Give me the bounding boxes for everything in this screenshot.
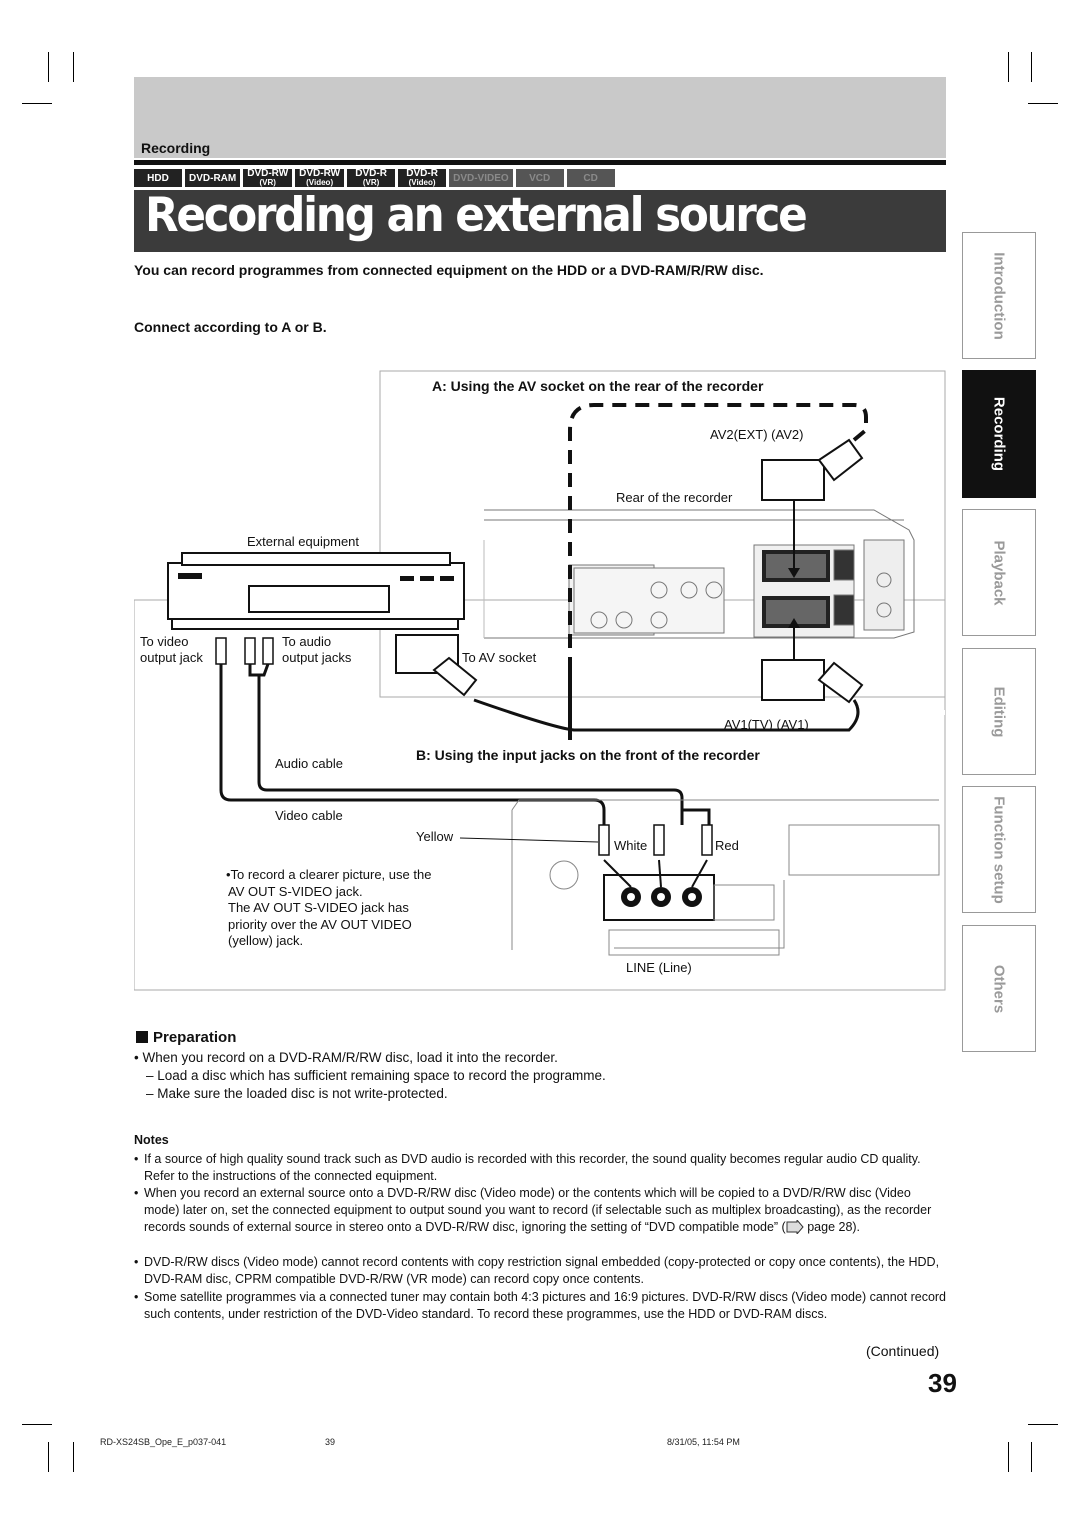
recorder-rear-panel [484, 510, 914, 638]
side-tab-function-setup[interactable]: Function setup [962, 786, 1036, 913]
footer-page: 39 [325, 1437, 336, 1447]
label-audio-cable: Audio cable [275, 756, 343, 771]
media-badge [516, 169, 564, 187]
continued-label: (Continued) [866, 1343, 940, 1359]
recorder-front-panel [512, 800, 939, 955]
crop-mark [1008, 52, 1009, 82]
note-item: • If a source of high quality sound track such as DVD audio is recorded with this recorder, the sound quality becomes regular audio CD quality. Refer to the instructions of the connected equipment. [134, 1152, 921, 1184]
label-to-audio: To audio [282, 634, 332, 649]
external-scart-plug [396, 635, 476, 695]
crop-mark [73, 52, 74, 82]
media-badge-label: DVD-RW [299, 168, 341, 179]
preparation-subitem: – Make sure the loaded disc is not write-protected. [146, 1086, 448, 1101]
diagram-title-a: A: Using the AV socket on the rear of the recorder [432, 378, 764, 394]
crop-mark [1031, 1442, 1032, 1472]
media-badge [567, 169, 615, 187]
media-badge [134, 169, 182, 187]
crop-mark [1028, 1424, 1058, 1425]
page-reference-icon [786, 1220, 804, 1234]
media-badge [347, 169, 395, 187]
note-item: • Some satellite programmes via a connected tuner may contain both 4:3 pictures and 16:9 pictures. DVD-R/RW discs (Video mode) cannot record such contents, under restriction of the DVD-Video standard. To record these programmes, use the HDD or DVD-RAM discs. [134, 1290, 947, 1322]
header-rule [134, 160, 946, 165]
media-badge-label: HDD [147, 172, 169, 184]
media-badge-sublabel: (Video) [306, 178, 334, 187]
side-tab-introduction[interactable]: Introduction [962, 232, 1036, 359]
crop-mark [73, 1442, 74, 1472]
svideo-tip: •To record a clearer picture, use the AV OUT S-VIDEO jack. The AV OUT S-VIDEO jack has priority over the AV OUT VIDEO (yellow) jack. [226, 867, 432, 948]
label-red: Red [715, 838, 739, 853]
label-to-video: To video [140, 634, 189, 649]
label-rear: Rear of the recorder [616, 490, 733, 505]
label-line: LINE (Line) [626, 960, 692, 975]
crop-mark [1031, 52, 1032, 82]
crop-mark [48, 1442, 49, 1472]
label-av2: AV2(EXT) (AV2) [710, 427, 804, 442]
media-badge-label: DVD-RAM [189, 172, 237, 184]
header-band [134, 77, 946, 158]
page-title: Recording an external source [145, 188, 806, 243]
diagram-title-b: B: Using the input jacks on the front of the recorder [416, 747, 760, 763]
crop-mark [1028, 103, 1058, 104]
section-label: Recording [141, 140, 211, 156]
connection-diagram [134, 370, 946, 992]
media-badge [398, 169, 446, 187]
crop-mark [22, 103, 52, 104]
media-badge-sublabel: (Video) [408, 178, 436, 187]
note-item: • DVD-R/RW discs (Video mode) cannot record contents with copy restriction signal embedded (copy-protected or copy once contents), the HDD, DVD-RAM disc, CPRM compatible DVD-R/RW (VR mode) can record copy once contents. [134, 1255, 940, 1287]
label-external-equipment: External equipment [247, 534, 360, 549]
media-badge-label: DVD-RW [247, 168, 289, 179]
external-equipment-device [168, 553, 464, 629]
media-badge-label: DVD-VIDEO [453, 172, 509, 184]
label-to-av-socket: To AV socket [462, 650, 537, 665]
footer-timestamp: 8/31/05, 11:54 PM [667, 1437, 740, 1447]
media-badge [185, 169, 240, 187]
label-av1: AV1(TV) (AV1) [724, 717, 809, 732]
label-output-jack: output jack [140, 650, 203, 665]
media-badge-label: VCD [529, 172, 551, 184]
crop-mark [22, 1424, 52, 1425]
media-badge-label: CD [583, 172, 598, 184]
media-badge-sublabel: (VR) [362, 178, 380, 187]
side-tab-playback[interactable]: Playback [962, 509, 1036, 636]
label-yellow: Yellow [416, 829, 454, 844]
note-item: • When you record an external source onto a DVD-R/RW disc (Video mode) or the contents which will be copied to a DVD/R/RW disc (Video mode) later on, set the connected equipment to output sound you want to record (if selectable such as multiplex broadcasting), as the recorder records sounds of external source in stereo onto a DVD-R/RW disc, ignoring the setting of “DVD compatible mode” ( page 28). [134, 1186, 932, 1235]
crop-mark [48, 52, 49, 82]
section-marker [136, 1031, 148, 1043]
preparation-item: • When you record on a DVD-RAM/R/RW disc, load it into the recorder. [134, 1050, 558, 1065]
notes-heading: Notes [134, 1133, 169, 1147]
side-tab-others[interactable]: Others [962, 925, 1036, 1052]
preparation-subitem: – Load a disc which has sufficient remaining space to record the programme. [146, 1068, 606, 1083]
media-badge-label: DVD-R [355, 168, 387, 179]
side-tab-editing[interactable]: Editing [962, 648, 1036, 775]
media-badge [449, 169, 513, 187]
footer-file: RD-XS24SB_Ope_E_p037-041 [100, 1437, 227, 1447]
preparation-heading: Preparation [153, 1029, 237, 1046]
media-badges [134, 169, 615, 187]
label-white: White [614, 838, 648, 853]
crop-mark [1008, 1442, 1009, 1472]
label-video-cable: Video cable [275, 808, 343, 823]
intro-text: You can record programmes from connected equipment on the HDD or a DVD-RAM/R/RW disc. [134, 262, 764, 278]
media-badge-label: DVD-R [406, 168, 438, 179]
side-tab-recording[interactable]: Recording [962, 370, 1036, 498]
connect-instruction: Connect according to A or B. [134, 319, 327, 335]
label-output-jacks: output jacks [282, 650, 352, 665]
media-badge [243, 169, 292, 187]
page-number: 39 [928, 1368, 957, 1398]
media-badge [295, 169, 344, 187]
media-badge-sublabel: (VR) [259, 178, 276, 187]
